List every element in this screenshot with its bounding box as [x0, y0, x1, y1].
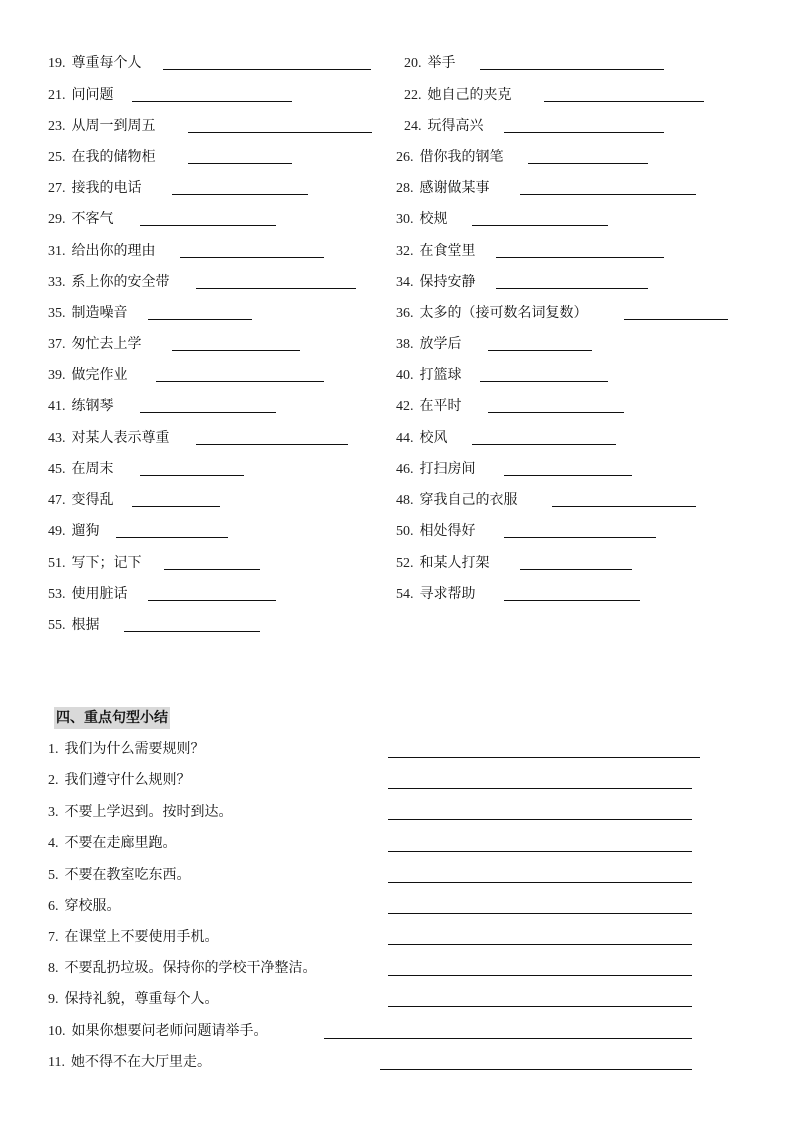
vocab-item [48, 240, 388, 262]
vocab-item [396, 333, 696, 355]
sentence-number: 9. [48, 992, 59, 1007]
vocab-item [396, 146, 696, 168]
item-text: 接我的电话 [71, 180, 142, 196]
answer-blank[interactable] [164, 569, 260, 570]
sentence-text: 不要上学迟到。按时到达。 [64, 804, 233, 820]
item-text: 做完作业 [71, 367, 128, 383]
item-text: 变得乱 [71, 492, 114, 508]
answer-blank[interactable] [544, 101, 704, 102]
vocab-item [48, 115, 388, 137]
item-text: 匆忙去上学 [71, 336, 142, 352]
item-number: 45. [48, 462, 66, 477]
item-number: 37. [48, 337, 66, 352]
vocab-item [48, 364, 388, 386]
item-text: 感谢做某事 [419, 180, 490, 196]
item-text: 校风 [419, 430, 448, 446]
answer-blank[interactable] [488, 350, 592, 351]
item-number: 48. [396, 493, 414, 508]
item-number: 42. [396, 399, 414, 414]
sentence-item [48, 957, 317, 979]
sentence-number: 8. [48, 961, 59, 976]
sentence-number: 11. [48, 1055, 65, 1070]
item-text: 在食堂里 [419, 243, 476, 259]
item-number: 52. [396, 556, 414, 571]
sentence-number: 4. [48, 836, 59, 851]
item-text: 不客气 [71, 211, 114, 227]
item-number: 47. [48, 493, 66, 508]
answer-blank[interactable] [488, 412, 624, 413]
answer-blank[interactable] [116, 537, 228, 538]
answer-blank[interactable] [196, 288, 356, 289]
sentence-number: 6. [48, 899, 59, 914]
item-number: 41. [48, 399, 66, 414]
item-text: 寻求帮助 [419, 586, 476, 602]
answer-line[interactable] [324, 1038, 692, 1039]
answer-blank[interactable] [172, 350, 300, 351]
answer-blank[interactable] [552, 506, 696, 507]
section-heading: 四、重点句型小结 [54, 707, 170, 729]
item-text: 在我的储物柜 [71, 149, 156, 165]
sentence-item [48, 926, 219, 948]
answer-blank[interactable] [180, 257, 324, 258]
answer-blank[interactable] [624, 319, 728, 320]
sentence-number: 3. [48, 805, 59, 820]
item-number: 43. [48, 431, 66, 446]
item-number: 29. [48, 212, 66, 227]
vocab-item [48, 520, 388, 542]
item-number: 21. [48, 88, 66, 103]
item-text: 举手 [427, 55, 456, 71]
item-text: 遛狗 [71, 523, 100, 539]
item-text: 给出你的理由 [71, 243, 156, 259]
item-number: 28. [396, 181, 414, 196]
item-text: 系上你的安全带 [71, 274, 170, 290]
sentence-item [48, 864, 191, 886]
answer-blank[interactable] [140, 412, 276, 413]
item-text: 太多的（接可数名词复数） [419, 305, 588, 321]
item-text: 保持安静 [419, 274, 476, 290]
vocab-item [48, 302, 388, 324]
answer-line[interactable] [388, 788, 692, 789]
vocab-item [396, 458, 696, 480]
vocab-item [48, 333, 388, 355]
item-number: 20. [404, 56, 422, 71]
answer-blank[interactable] [504, 132, 664, 133]
answer-blank[interactable] [196, 444, 348, 445]
answer-line[interactable] [380, 1069, 692, 1070]
vocab-item [404, 115, 704, 137]
vocab-item [404, 84, 724, 106]
item-number: 31. [48, 244, 66, 259]
sentence-text: 在课堂上不要使用手机。 [64, 929, 219, 945]
answer-blank[interactable] [188, 163, 292, 164]
item-text: 制造噪音 [71, 305, 128, 321]
item-number: 22. [404, 88, 422, 103]
sentence-number: 5. [48, 868, 59, 883]
item-text: 和某人打架 [419, 555, 490, 571]
sentence-item [48, 895, 121, 917]
answer-blank[interactable] [132, 506, 220, 507]
answer-blank[interactable] [504, 600, 640, 601]
answer-blank[interactable] [148, 600, 276, 601]
vocab-item [48, 271, 388, 293]
vocab-item [48, 552, 388, 574]
item-number: 38. [396, 337, 414, 352]
vocab-item [48, 489, 388, 511]
item-number: 36. [396, 306, 414, 321]
item-text: 相处得好 [419, 523, 476, 539]
answer-blank[interactable] [472, 225, 608, 226]
item-number: 35. [48, 306, 66, 321]
sentence-item [48, 1051, 211, 1073]
sentence-number: 2. [48, 773, 59, 788]
vocab-item [48, 458, 388, 480]
item-number: 53. [48, 587, 66, 602]
item-number: 30. [396, 212, 414, 227]
sentence-text: 她不得不在大厅里走。 [70, 1054, 211, 1070]
answer-blank[interactable] [504, 537, 656, 538]
sentence-number: 1. [48, 742, 59, 757]
item-number: 33. [48, 275, 66, 290]
item-text: 打篮球 [419, 367, 462, 383]
answer-blank[interactable] [520, 569, 632, 570]
answer-blank[interactable] [504, 475, 632, 476]
item-number: 55. [48, 618, 66, 633]
vocab-item [48, 177, 388, 199]
item-text: 她自己的夹克 [427, 87, 512, 103]
sentence-item [48, 738, 205, 760]
answer-blank[interactable] [156, 381, 324, 382]
vocab-item [396, 427, 696, 449]
vocab-item [396, 520, 696, 542]
item-number: 51. [48, 556, 66, 571]
sentence-text: 穿校服。 [64, 898, 121, 914]
vocab-item [396, 240, 696, 262]
answer-blank[interactable] [148, 319, 252, 320]
item-text: 放学后 [419, 336, 462, 352]
vocab-item [396, 271, 696, 293]
item-number: 19. [48, 56, 66, 71]
vocab-item [396, 177, 716, 199]
item-number: 39. [48, 368, 66, 383]
vocab-item [48, 146, 388, 168]
item-number: 24. [404, 119, 422, 134]
sentence-item [48, 801, 233, 823]
answer-line[interactable] [388, 757, 700, 758]
item-number: 23. [48, 119, 66, 134]
item-text: 打扫房间 [419, 461, 476, 477]
sentence-text: 不要乱扔垃圾。保持你的学校干净整洁。 [64, 960, 317, 976]
vocab-item [404, 52, 704, 74]
answer-blank[interactable] [480, 69, 664, 70]
vocab-item [48, 614, 388, 636]
item-text: 尊重每个人 [71, 55, 142, 71]
item-number: 49. [48, 524, 66, 539]
vocab-item [396, 364, 696, 386]
answer-line[interactable] [388, 819, 692, 820]
sentence-number: 10. [48, 1024, 66, 1039]
item-text: 校规 [419, 211, 448, 227]
item-number: 46. [396, 462, 414, 477]
item-number: 50. [396, 524, 414, 539]
answer-blank[interactable] [480, 381, 608, 382]
item-number: 40. [396, 368, 414, 383]
item-number: 32. [396, 244, 414, 259]
sentence-number: 7. [48, 930, 59, 945]
answer-blank[interactable] [140, 225, 276, 226]
item-text: 从周一到周五 [71, 118, 156, 134]
item-number: 25. [48, 150, 66, 165]
vocab-item [48, 84, 388, 106]
item-text: 练钢琴 [71, 398, 114, 414]
answer-line[interactable] [388, 1006, 692, 1007]
item-number: 34. [396, 275, 414, 290]
answer-line[interactable] [388, 944, 692, 945]
sentence-text: 不要在走廊里跑。 [64, 835, 177, 851]
item-number: 44. [396, 431, 414, 446]
answer-line[interactable] [388, 851, 692, 852]
answer-blank[interactable] [132, 101, 292, 102]
item-text: 对某人表示尊重 [71, 430, 170, 446]
item-number: 54. [396, 587, 414, 602]
vocab-item [396, 395, 696, 417]
answer-blank[interactable] [188, 132, 372, 133]
sentence-text: 保持礼貌，尊重每个人。 [64, 991, 219, 1007]
vocab-item [48, 583, 388, 605]
answer-line[interactable] [388, 882, 692, 883]
vocab-item [48, 427, 388, 449]
sentence-text: 如果你想要问老师问题请举手。 [71, 1023, 268, 1039]
sentence-text: 不要在教室吃东西。 [64, 867, 191, 883]
item-text: 在周末 [71, 461, 114, 477]
sentence-item [48, 988, 219, 1010]
item-text: 写下；记下 [71, 555, 142, 571]
vocab-item [396, 302, 736, 324]
item-number: 26. [396, 150, 414, 165]
answer-blank[interactable] [472, 444, 616, 445]
item-text: 借你我的钢笔 [419, 149, 504, 165]
answer-blank[interactable] [140, 475, 244, 476]
item-text: 穿我自己的衣服 [419, 492, 518, 508]
vocab-item [396, 583, 696, 605]
vocab-item [48, 395, 388, 417]
item-text: 使用脏话 [71, 586, 128, 602]
vocab-item [396, 208, 696, 230]
answer-blank[interactable] [520, 194, 696, 195]
answer-blank[interactable] [496, 288, 648, 289]
answer-blank[interactable] [172, 194, 308, 195]
sentence-item [48, 769, 191, 791]
item-text: 问问题 [71, 87, 114, 103]
answer-blank[interactable] [496, 257, 664, 258]
item-text: 在平时 [419, 398, 462, 414]
sentence-item [48, 832, 177, 854]
answer-blank[interactable] [528, 163, 648, 164]
sentence-text: 我们为什么需要规则？ [64, 741, 205, 757]
sentence-item [48, 1020, 268, 1042]
vocab-item [48, 208, 388, 230]
vocab-item [396, 552, 696, 574]
item-number: 27. [48, 181, 66, 196]
vocab-item [396, 489, 716, 511]
answer-line[interactable] [388, 913, 692, 914]
answer-line[interactable] [388, 975, 692, 976]
item-text: 玩得高兴 [427, 118, 484, 134]
answer-blank[interactable] [163, 69, 371, 70]
item-text: 根据 [71, 617, 100, 633]
sentence-text: 我们遵守什么规则？ [64, 772, 191, 788]
vocab-item [48, 52, 388, 74]
answer-blank[interactable] [124, 631, 260, 632]
